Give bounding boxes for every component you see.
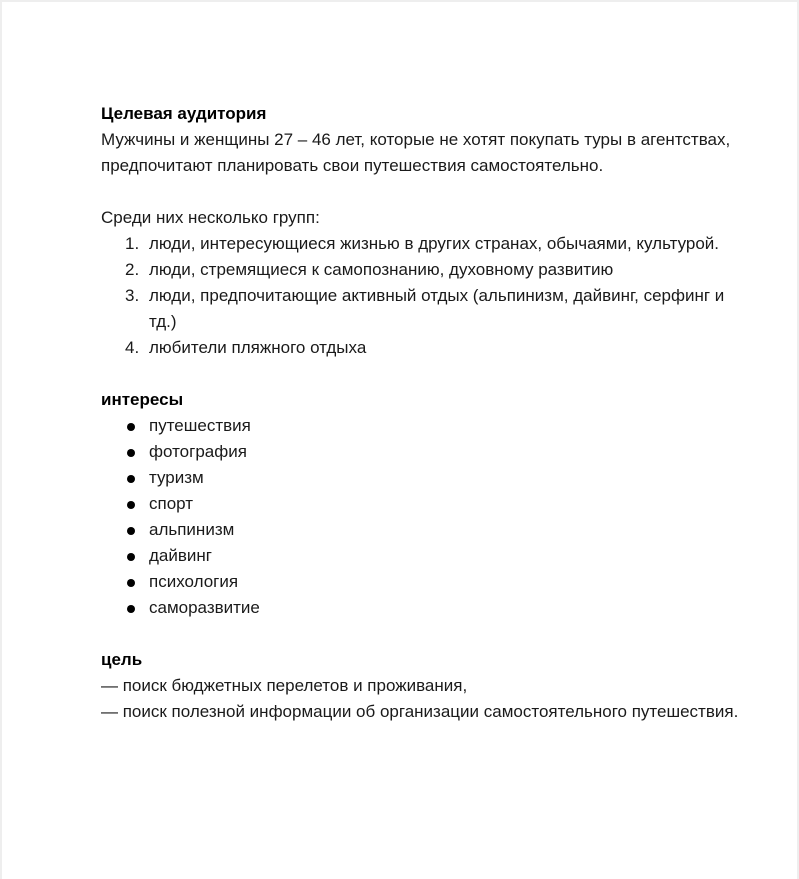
groups-intro: Среди них несколько групп: [101, 208, 320, 227]
group-item: любители пляжного отдыха [149, 338, 367, 357]
audience-heading: Целевая аудитория [101, 104, 267, 123]
goal-heading: цель [101, 650, 143, 669]
interests-heading: интересы [101, 390, 184, 409]
interest-item: путешествия [149, 413, 741, 439]
document-content [101, 101, 741, 725]
groups-list [101, 231, 741, 361]
document-page [2, 2, 797, 879]
interest-item: психология [149, 569, 741, 595]
interest-item: спорт [149, 491, 741, 517]
group-item: люди, предпочитающие активный отдых (альпинизм, дайвинг, серфинг и тд.) [149, 286, 725, 331]
interest-item: туризм [149, 465, 741, 491]
audience-description: Мужчины и женщины 27 – 46 лет, которые не хотят покупать туры в агентствах, предпочитают планировать свои путешествия самостоятельно. [101, 130, 731, 175]
interest-item: фотография [149, 439, 741, 465]
goal-line: — поиск полезной информации об организации самостоятельного путешествия. [101, 702, 739, 721]
spacer [101, 621, 741, 647]
interest-item: альпинизм [149, 517, 741, 543]
interest-item: саморазвитие [149, 595, 741, 621]
spacer [101, 179, 741, 205]
interest-item: дайвинг [149, 543, 741, 569]
group-item: люди, стремящиеся к самопознанию, духовному развитию [149, 260, 614, 279]
goal-line: — поиск бюджетных перелетов и проживания, [101, 676, 468, 695]
interests-list [101, 413, 741, 621]
group-item: люди, интересующиеся жизнью в других странах, обычаями, культурой. [149, 234, 720, 253]
spacer [101, 361, 741, 387]
